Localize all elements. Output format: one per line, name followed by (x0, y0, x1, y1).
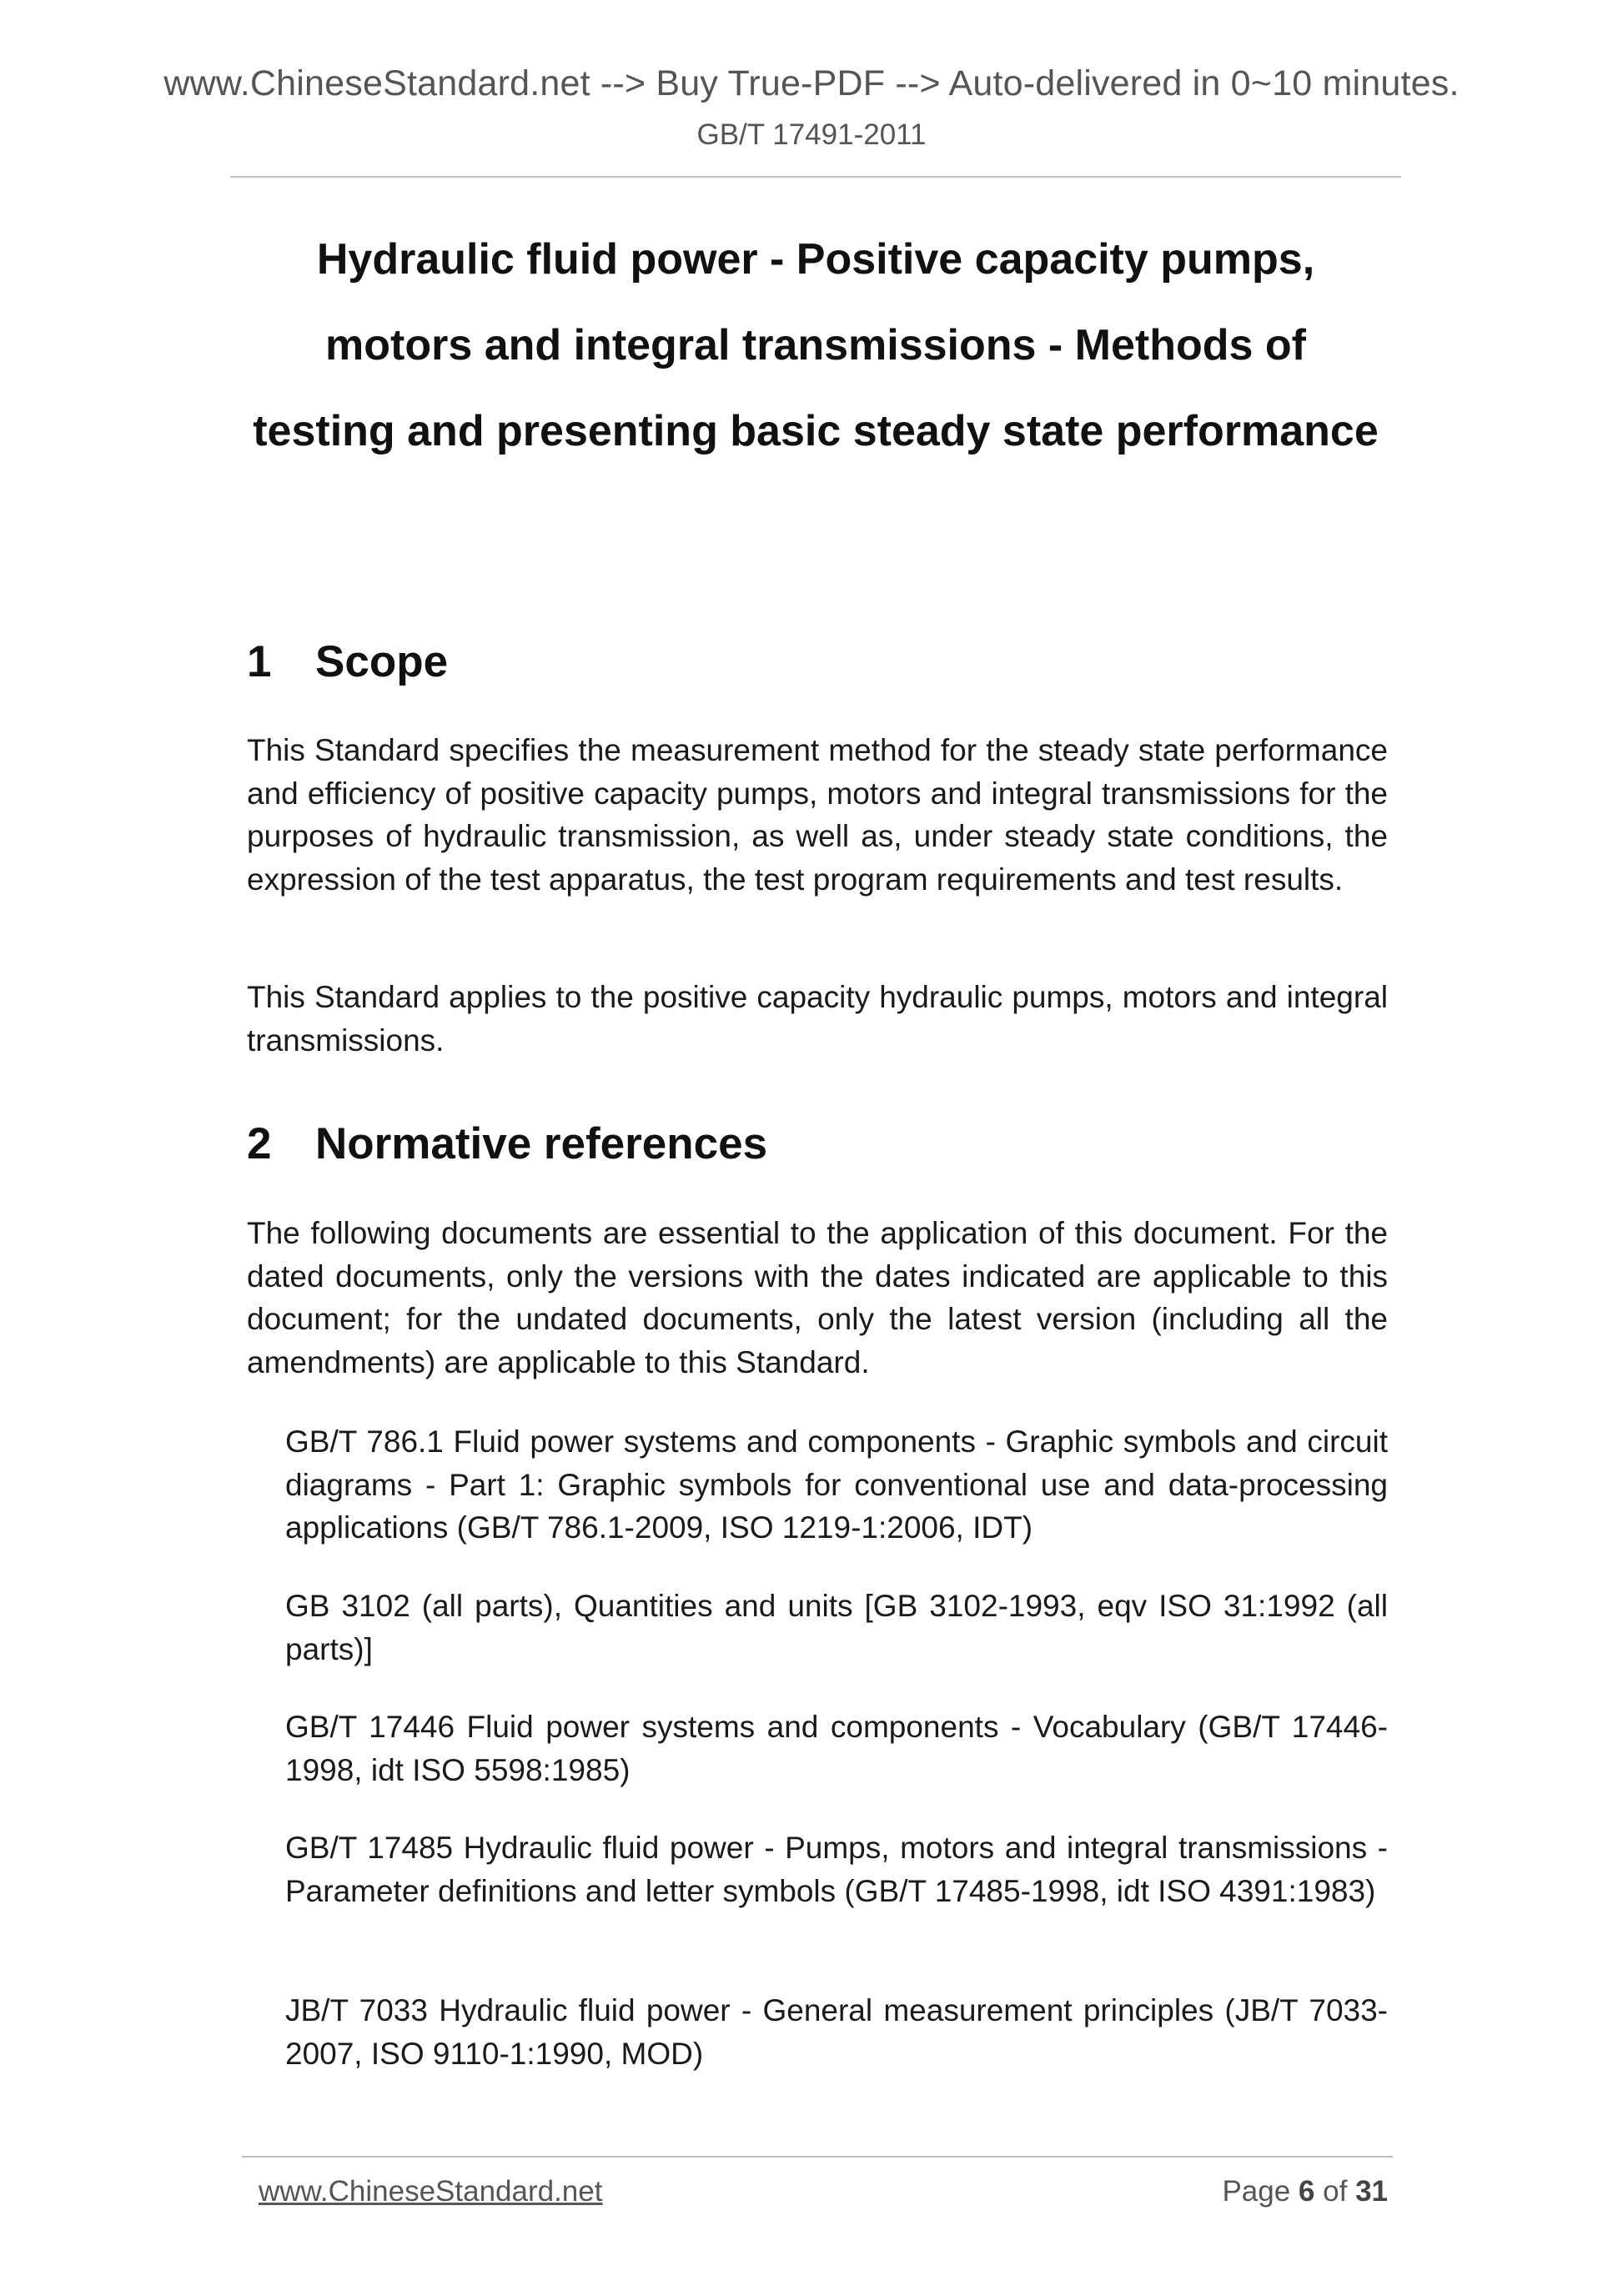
section-1-heading (247, 636, 448, 687)
section-1-number: 1 (247, 637, 272, 686)
document-title (230, 217, 1401, 475)
reference-item: GB/T 17485 Hydraulic fluid power - Pumps, motors and integral transmissions - Parameter definitions and letter symbols (GB/T 17485-1998, idt ISO 4391:1983) (285, 1831, 1388, 1908)
reference-item: GB/T 17446 Fluid power systems and components - Vocabulary (GB/T 17446-1998, idt ISO 5598:1985) (285, 1710, 1388, 1787)
title-line-3: testing and presenting basic steady state performance (253, 407, 1379, 455)
reference-item: GB/T 786.1 Fluid power systems and components - Graphic symbols and circuit diagrams - Part 1: Graphic symbols for conventional use and data-processing applications (GB/T 786.1-2009, ISO 1219-1:2006, IDT) (285, 1424, 1388, 1545)
page-total: 31 (1355, 2175, 1388, 2208)
section-2-heading (247, 1118, 767, 1169)
scope-paragraph-1: This Standard specifies the measurement method for the steady state performance and efficiency of positive capacity pumps, motors and integral transmissions for the purposes of hydraulic transmission, as well as, under steady state conditions, the expression of the test apparatus, the test program requirements and test results. (247, 733, 1388, 897)
reference-item: GB 3102 (all parts), Quantities and units [GB 3102-1993, eqv ISO 31:1992 (all parts)] (285, 1589, 1388, 1666)
header-standard-code: GB/T 17491-2011 (696, 118, 927, 151)
page-of-label: of (1323, 2175, 1348, 2208)
page-label: Page (1222, 2175, 1291, 2208)
header-divider (230, 176, 1401, 178)
scope-paragraph-2: This Standard applies to the positive capacity hydraulic pumps, motors and integral transmissions. (247, 980, 1388, 1058)
title-line-1: Hydraulic fluid power - Positive capacity pumps, (316, 235, 1315, 284)
references-intro-paragraph: The following documents are essential to the application of this document. For the dated documents, only the versions with the dates indicated are applicable to this document; for the undated documents, only the latest version (including all the amendments) are applicable to this Standard. (247, 1216, 1388, 1379)
page-current: 6 (1298, 2175, 1315, 2208)
reference-item: JB/T 7033 Hydraulic fluid power - General measurement principles (JB/T 7033-2007, ISO 9110-1:1990, MOD) (285, 1993, 1388, 2071)
footer-website-link[interactable]: www.ChineseStandard.net (259, 2175, 603, 2208)
header-banner: www.ChineseStandard.net --> Buy True-PDF --> Auto-delivered in 0~10 minutes. (163, 63, 1460, 103)
section-1-title: Scope (315, 637, 449, 686)
page-number (1222, 2175, 1388, 2208)
section-2-title: Normative references (315, 1119, 768, 1168)
section-2-number: 2 (247, 1119, 272, 1168)
footer-divider (242, 2156, 1393, 2158)
title-line-2: motors and integral transmissions - Methods of (325, 321, 1306, 369)
